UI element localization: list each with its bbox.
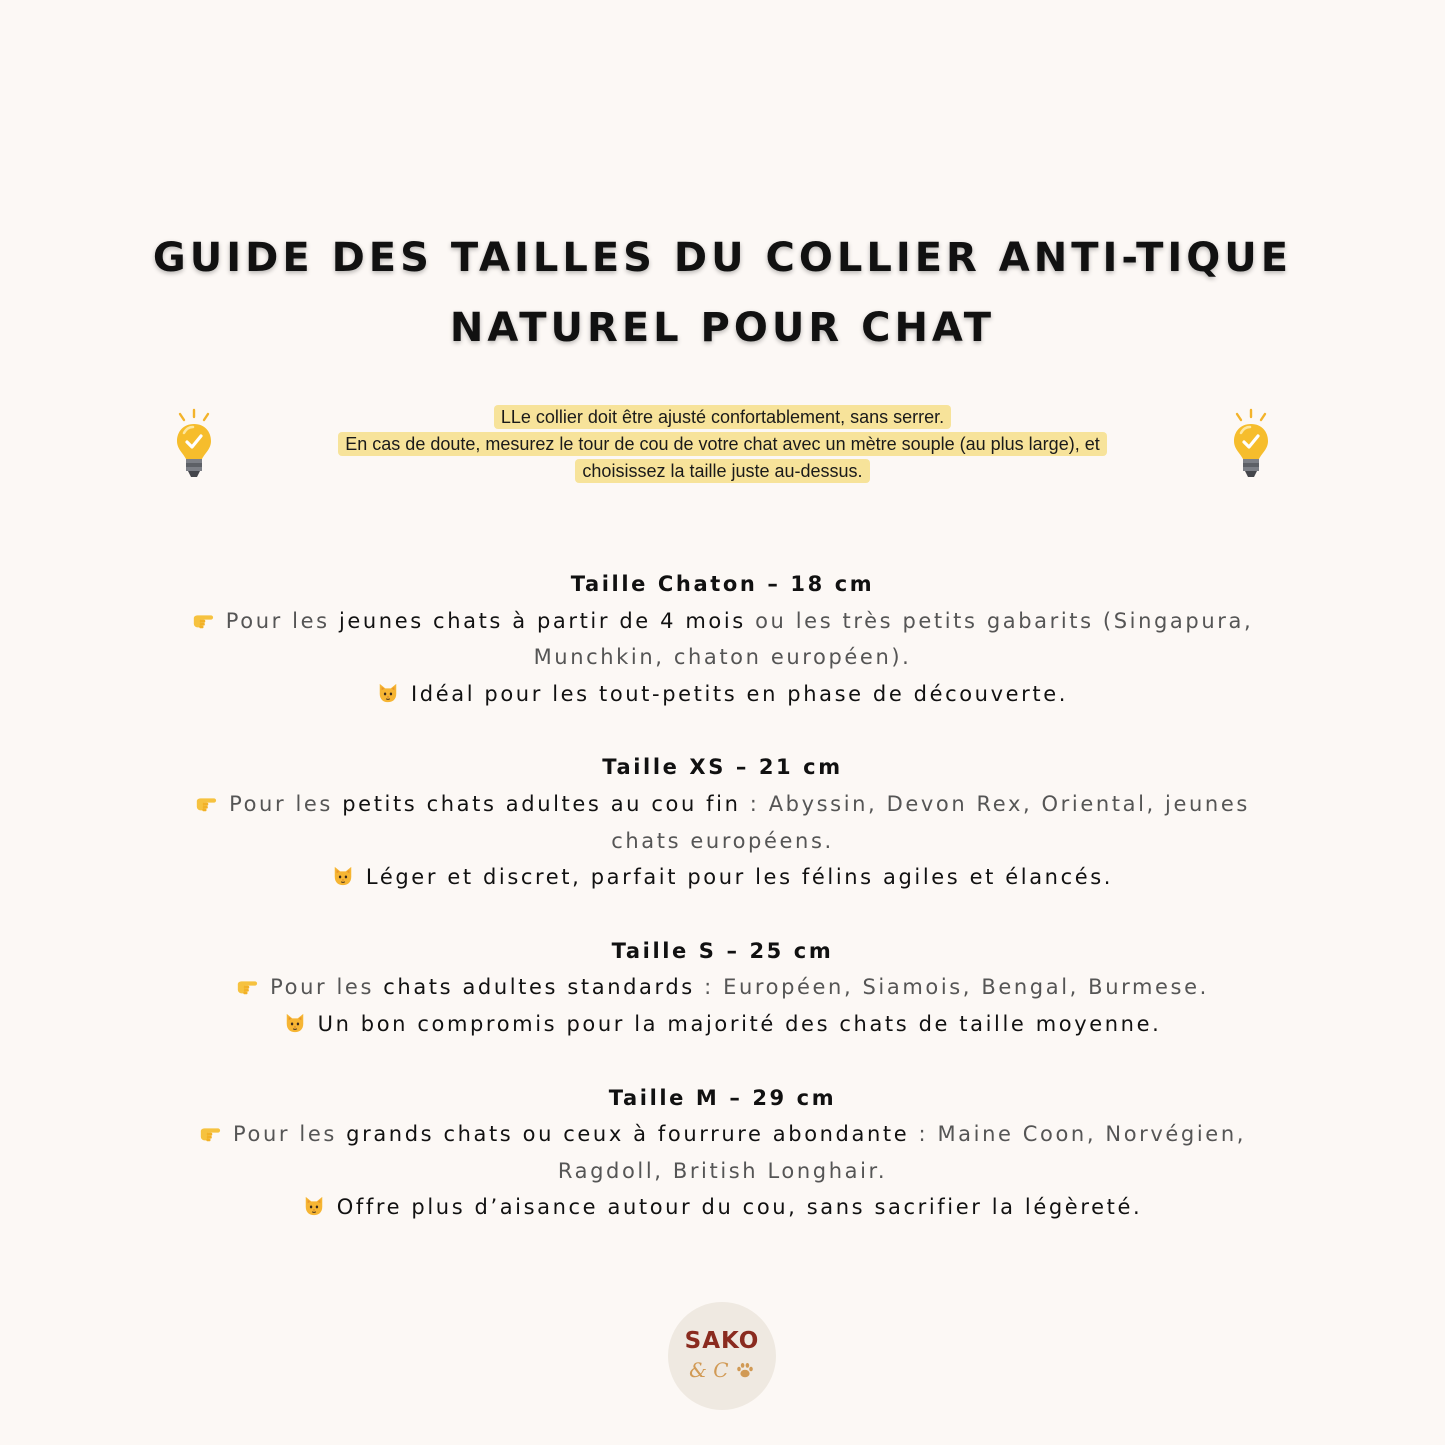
desc-post: ou les très petits gabarits (Singapura, (745, 608, 1254, 633)
cat-face-icon (284, 1012, 306, 1034)
desc-pre: Pour les (270, 975, 384, 1000)
note-text: Offre plus d’aisance autour du cou, sans sacrifier la légèreté. (336, 1195, 1143, 1220)
cat-face-icon (303, 1195, 325, 1217)
pointing-hand-icon (192, 609, 214, 631)
desc-post: : Maine Coon, Norvégien, (909, 1122, 1246, 1147)
logo-wordmark: SAKO (684, 1328, 760, 1354)
page-title-line2: NATUREL POUR CHAT (449, 304, 996, 351)
size-description (150, 603, 1295, 676)
tip-box (0, 404, 1445, 485)
tip-line1: LLe collier doit être ajusté confortablement, sans serrer. (494, 405, 951, 429)
size-note (150, 676, 1295, 713)
size-list (150, 566, 1295, 1263)
desc-bold: chats adultes standards (383, 975, 695, 1000)
desc-post: : Abyssin, Devon Rex, Oriental, jeunes (740, 791, 1250, 816)
size-title: Taille S – 25 cm (611, 938, 834, 963)
size-description (150, 969, 1295, 1006)
size-note (150, 1006, 1295, 1043)
note-text: Un bon compromis pour la majorité des chats de taille moyenne. (317, 1011, 1162, 1036)
desc-line2: Munchkin, chaton européen). (533, 645, 912, 670)
desc-bold: jeunes chats à partir de 4 mois (338, 608, 746, 633)
size-note (150, 1189, 1295, 1226)
cat-face-icon (377, 682, 399, 704)
desc-line2: Ragdoll, British Longhair. (557, 1158, 888, 1183)
pointing-hand-icon (195, 792, 217, 814)
size-item-s (150, 933, 1295, 1043)
logo-subline-text: & C (689, 1358, 729, 1382)
size-item-chaton (150, 566, 1295, 712)
size-description (150, 1116, 1295, 1189)
cat-face-icon (332, 865, 354, 887)
paw-icon (735, 1360, 755, 1380)
size-note (150, 859, 1295, 896)
desc-line2: chats européens. (611, 828, 834, 853)
logo-subline (668, 1358, 776, 1382)
desc-pre: Pour les (233, 1122, 347, 1147)
size-title: Taille XS – 21 cm (602, 755, 843, 780)
size-description (150, 786, 1295, 859)
pointing-hand-icon (236, 975, 258, 997)
brand-logo (668, 1302, 776, 1410)
desc-pre: Pour les (229, 791, 343, 816)
note-text: Idéal pour les tout-petits en phase de découverte. (411, 681, 1068, 706)
size-title: Taille M – 29 cm (608, 1085, 837, 1110)
tip-line3: choisissez la taille juste au-dessus. (575, 459, 869, 483)
desc-pre: Pour les (225, 608, 339, 633)
pointing-hand-icon (199, 1122, 221, 1144)
page-title (0, 223, 1445, 363)
note-text: Léger et discret, parfait pour les félins agiles et élancés. (365, 865, 1114, 890)
size-title: Taille Chaton – 18 cm (570, 572, 875, 596)
desc-post: : Européen, Siamois, Bengal, Burmese. (694, 975, 1209, 1000)
size-item-xs (150, 749, 1295, 895)
desc-bold: petits chats adultes au cou fin (342, 791, 741, 816)
page-title-line1: GUIDE DES TAILLES DU COLLIER ANTI-TIQUE (152, 234, 1293, 281)
size-item-m (150, 1080, 1295, 1226)
desc-bold: grands chats ou ceux à fourrure abondante (346, 1122, 910, 1147)
tip-line2: En cas de doute, mesurez le tour de cou de votre chat avec un mètre souple (au plus large), et (338, 432, 1106, 456)
